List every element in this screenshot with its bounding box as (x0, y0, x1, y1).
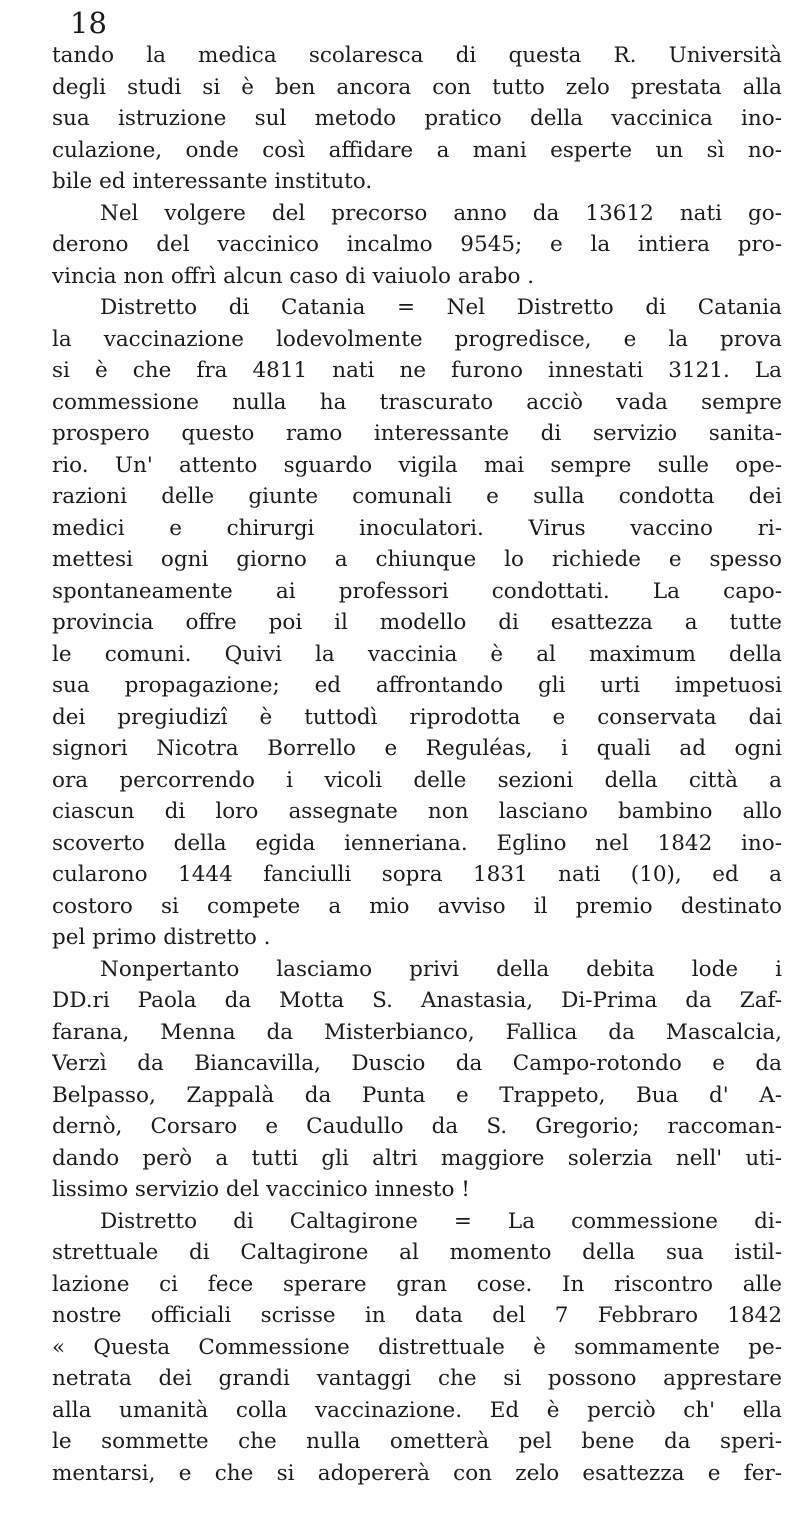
text-line: commessione nulla ha trascurato acciò vada sempre (52, 389, 782, 415)
text-line: Nonpertanto lasciamo privi della debita lode i (100, 956, 782, 982)
text-line: mettesi ogni giorno a chiunque lo richiede e spesso (52, 547, 782, 572)
text-line: degli studi si è ben ancora con tutto zelo prestata alla (52, 74, 782, 100)
text-line: culazione, onde così affidare a mani esperte un sì no- (52, 137, 782, 163)
text-line: pel primo distretto . (52, 925, 271, 950)
text-line: dei pregiudizî è tuttodì riprodotta e conservata dai (52, 704, 782, 730)
text-line: ciascun di loro assegnate non lasciano bambino allo (52, 799, 782, 824)
text-line: rio. Un' attento sguardo vigila mai sempre sulle ope- (52, 452, 782, 478)
text-line: dando però a tutti gli altri maggiore solerzia nell' uti- (52, 1145, 782, 1171)
text-line: Verzì da Biancavilla, Duscio da Campo-rotondo e da (52, 1051, 782, 1076)
text-line: nostre officiali scrisse in data del 7 Febbraro 1842 (52, 1303, 782, 1328)
text-line: farana, Menna da Misterbianco, Fallica da Mascalcia, (52, 1019, 782, 1045)
text-line: le comuni. Quivi la vaccinia è al maximum della (52, 641, 782, 667)
text-line: si è che fra 4811 nati ne furono innestati 3121. La (52, 358, 782, 383)
text-line: derono del vaccinico incalmo 9545; e la intiera pro- (52, 232, 782, 257)
text-line: cularono 1444 fanciulli sopra 1831 nati (10), ed a (52, 862, 782, 887)
text-line: le sommette che nulla ometterà pel bene da speri- (52, 1429, 782, 1454)
text-line: sua propagazione; ed affrontando gli urti impetuosi (52, 673, 782, 698)
text-line: bile ed interessante instituto. (52, 169, 373, 194)
text-line: tando la medica scolaresca di questa R. Università (52, 43, 782, 68)
page-number: 18 (70, 6, 107, 40)
text-line: DD.ri Paola da Motta S. Anastasia, Di-Prima da Zaf- (52, 988, 782, 1013)
text-line: mentarsi, e che si adopererà con zelo esattezza e fer- (52, 1460, 782, 1486)
text-line: spontaneamente ai professori condottati. La capo- (52, 578, 782, 604)
text-line: lissimo servizio del vaccinico innesto ! (52, 1177, 470, 1202)
text-line: medici e chirurgi inoculatori. Virus vaccino ri- (52, 515, 782, 541)
text-line: signori Nicotra Borrello e Reguléas, i quali ad ogni (52, 736, 782, 761)
section-heading-line: Distretto di Caltagirone = La commessione di- (100, 1208, 782, 1234)
text-line: strettuale di Caltagirone al momento della sua istil- (52, 1240, 782, 1265)
text-line: prospero questo ramo interessante di servizio sanita- (52, 421, 782, 446)
text-line: la vaccinazione lodevolmente progredisce, e la prova (52, 326, 782, 352)
text-line: costoro si compete a mio avviso il premio destinato (52, 893, 782, 919)
text-line: alla umanità colla vaccinazione. Ed è perciò ch' ella (52, 1397, 782, 1423)
text-line: provincia offre poi il modello di esattezza a tutte (52, 610, 782, 635)
text-line: scoverto della egida ienneriana. Eglino nel 1842 ino- (52, 830, 782, 856)
body-text (52, 40, 782, 1489)
text-line: vincia non offrì alcun caso di vaiuolo arabo . (52, 263, 535, 289)
text-line: dernò, Corsaro e Caudullo da S. Gregorio; raccoman- (52, 1114, 782, 1139)
text-line: Belpasso, Zappalà da Punta e Trappeto, Bua d' A- (52, 1082, 782, 1108)
text-line: razioni delle giunte comunali e sulla condotta dei (52, 484, 782, 509)
text-line: ora percorrendo i vicoli delle sezioni della città a (52, 767, 782, 793)
text-line: Nel volgere del precorso anno da 13612 nati go- (100, 200, 782, 226)
text-line: « Questa Commessione distrettuale è sommamente pe- (52, 1334, 782, 1360)
text-line: lazione ci fece sperare gran cose. In riscontro alle (52, 1271, 782, 1297)
text-line: netrata dei grandi vantaggi che si possono apprestare (52, 1366, 782, 1391)
text-line: sua istruzione sul metodo pratico della vaccinica ino- (52, 106, 782, 131)
section-heading-line: Distretto di Catania = Nel Distretto di Catania (100, 295, 782, 320)
